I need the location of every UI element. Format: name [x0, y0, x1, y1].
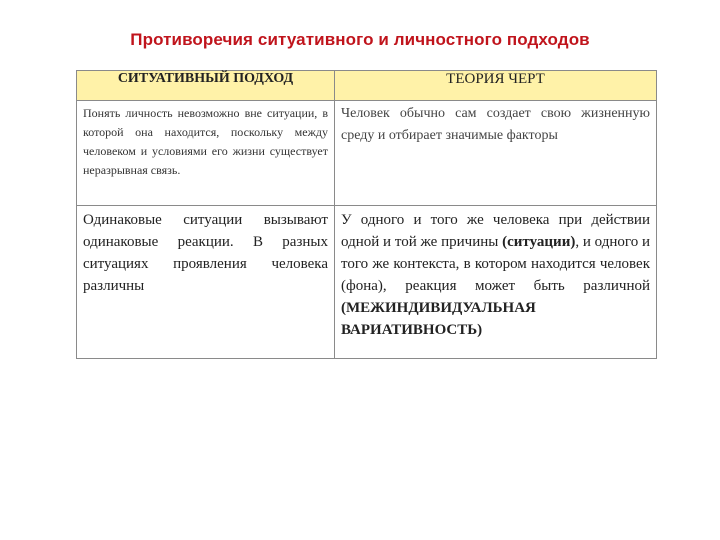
- header-trait-theory: ТЕОРИЯ ЧЕРТ: [335, 71, 657, 101]
- row1-trait-text: Человек обычно сам создает свою жизненную среду и отбирает значимые факторы: [341, 106, 650, 143]
- row1-situational-cell: [77, 101, 335, 206]
- row2-trait-bold-variability: (МЕЖИНДИВИДУАЛЬНАЯ ВАРИАТИВНОСТЬ): [341, 300, 536, 338]
- slide-title: Противоречия ситуативного и личностного подходов: [130, 30, 590, 49]
- row1-trait-cell: [335, 101, 657, 206]
- row2-situational-text: [77, 206, 334, 301]
- row2-trait-bold-situation: (ситуации): [502, 234, 576, 250]
- row2-situational-line1: Одинаковые ситуации вызывают одинаковые реакции.: [83, 212, 328, 250]
- table-row: [77, 101, 657, 206]
- comparison-table: [76, 70, 657, 359]
- row1-situational-text: Понять личность невозможно вне ситуации, в которой она находится, поскольку между человеком и условиями его жизни существует неразрывная связь.: [83, 106, 328, 177]
- row2-trait-part1: У одного и того же человека при действии одной и той же причины: [341, 212, 650, 250]
- header-situational-approach: СИТУАТИВНЫЙ ПОДХОД: [77, 71, 335, 101]
- row2-situational-cell: [77, 206, 335, 359]
- row2-trait-cell: [335, 206, 657, 359]
- row2-trait-part2: , и одного и того же контекста, в котором находится человек (фона), реакция может быть различной: [341, 234, 650, 294]
- table-header-row: [77, 71, 657, 101]
- row2-situational-line2: В разных ситуациях проявления человека различны: [83, 234, 329, 294]
- row2-trait-text: [335, 206, 656, 345]
- table-row: [77, 206, 657, 359]
